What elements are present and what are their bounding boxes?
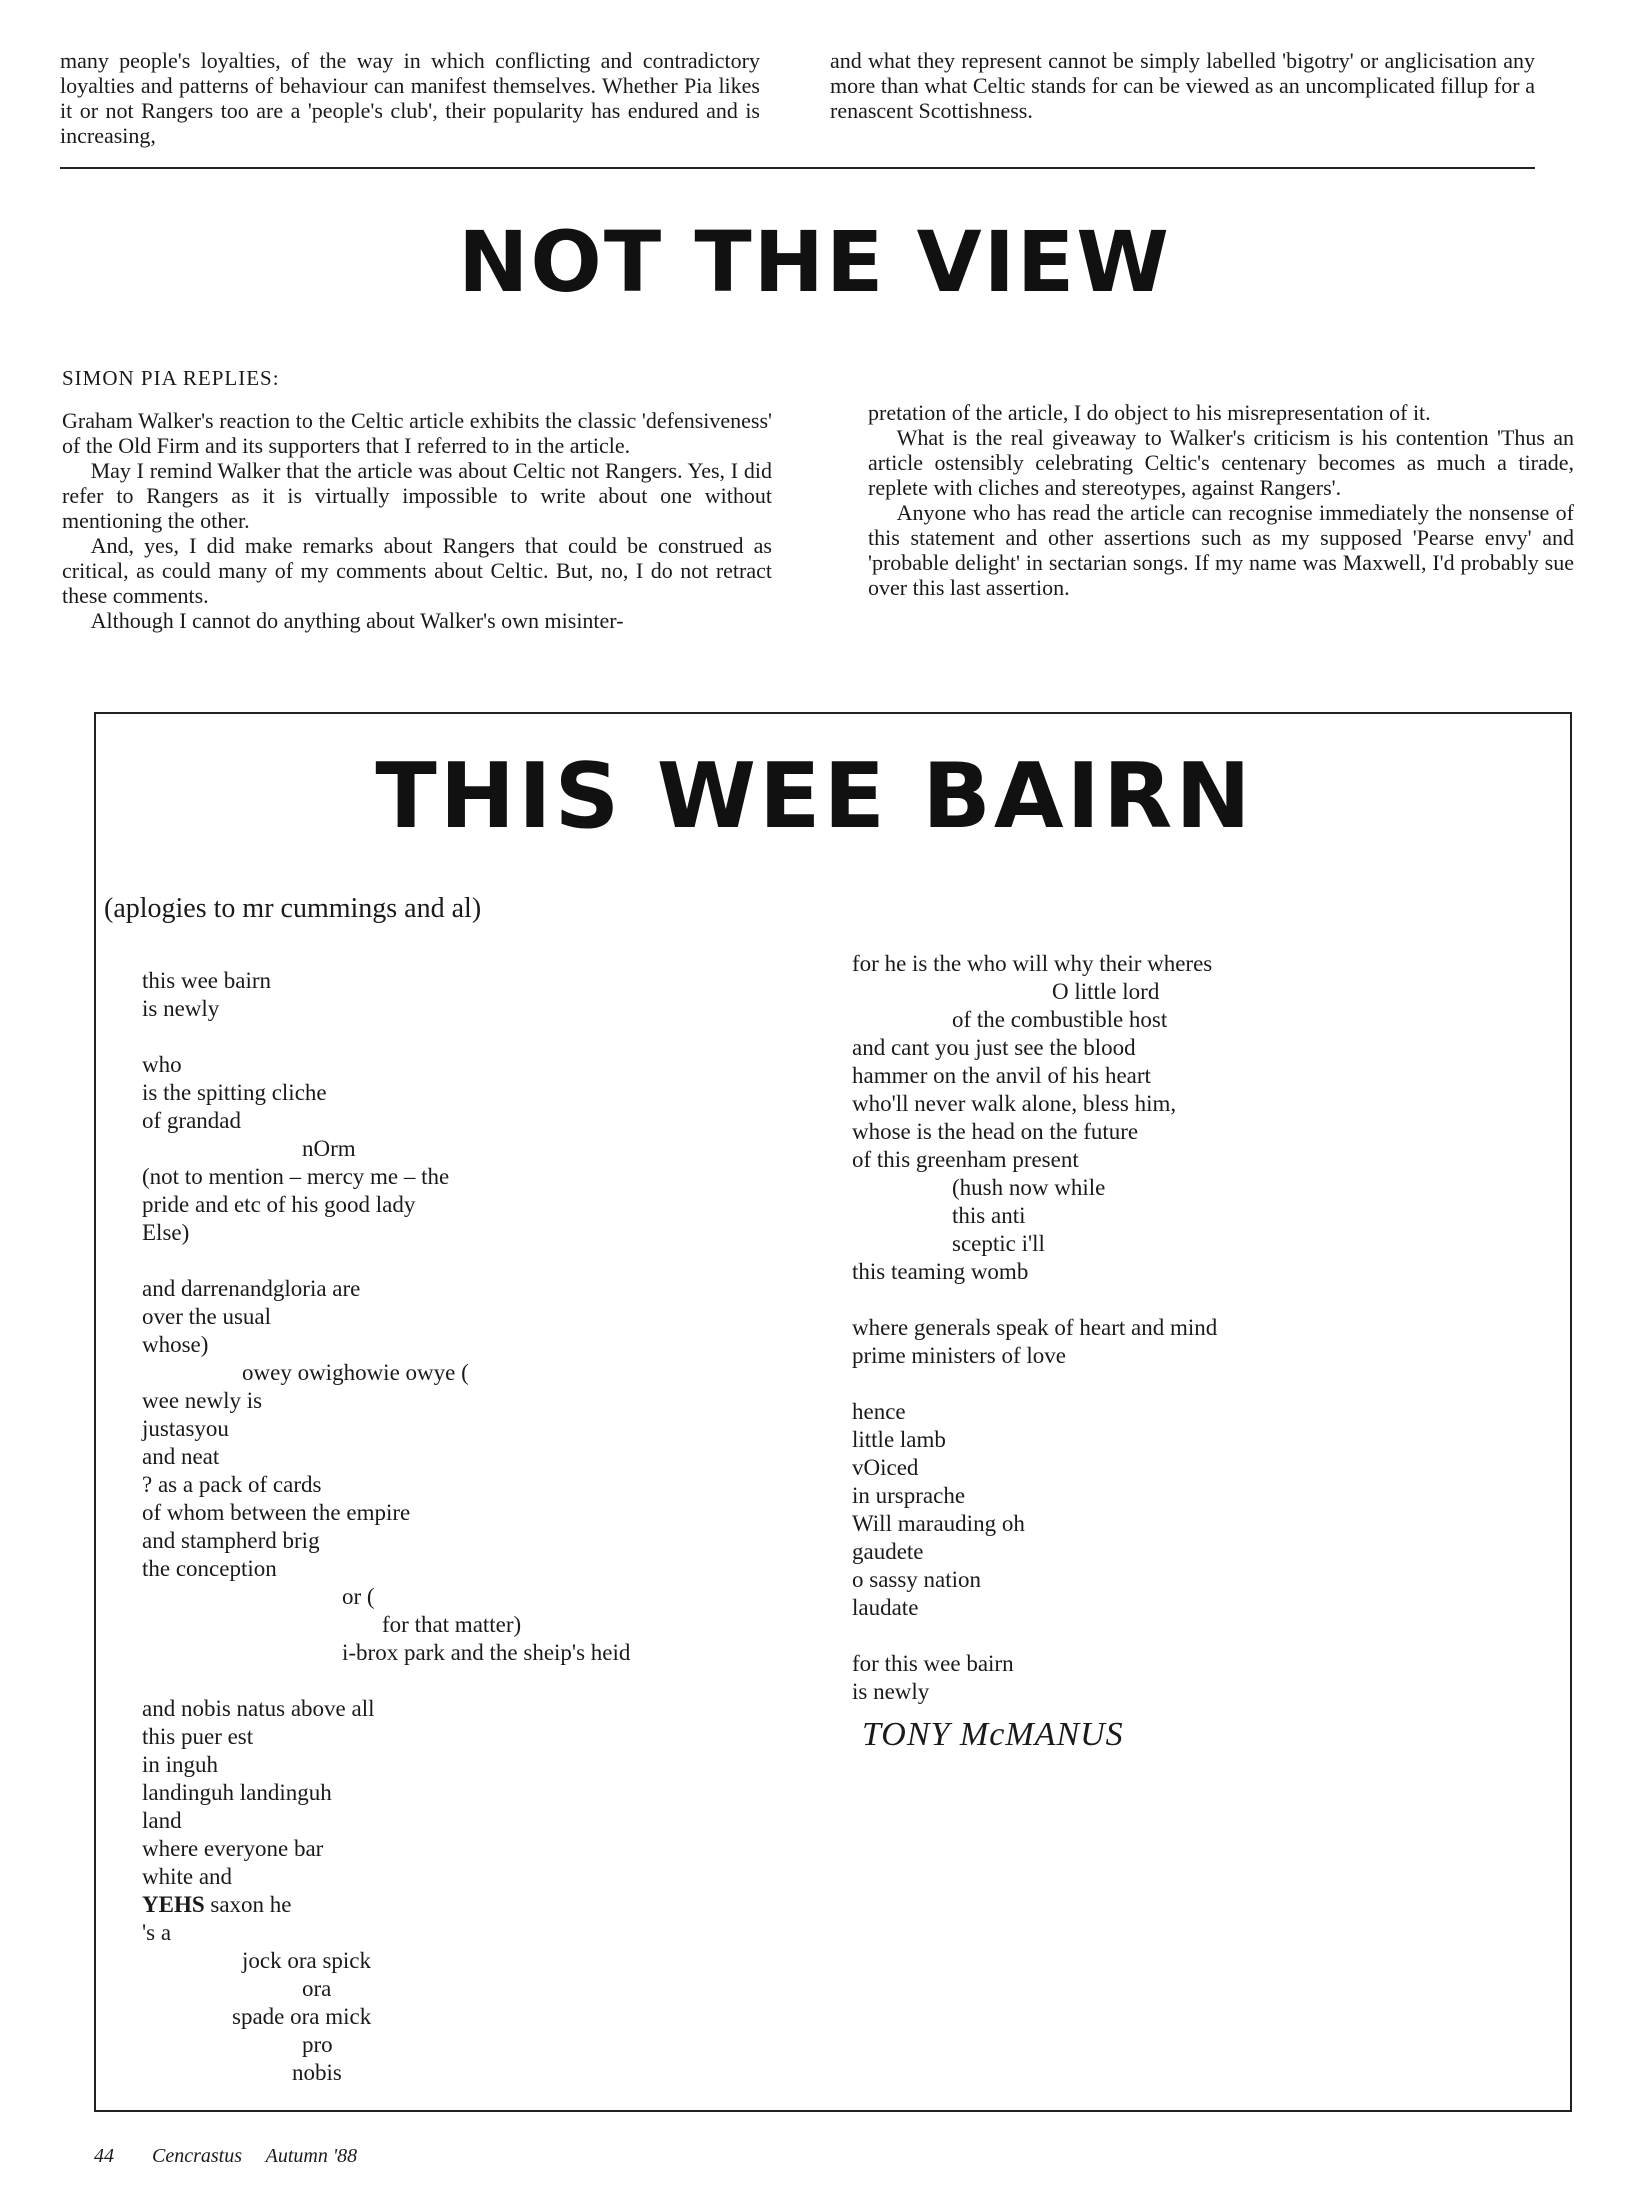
magazine-name: Cencrastus <box>152 2145 242 2167</box>
poem-line: landinguh landinguh <box>142 1780 332 1805</box>
poem-line: owey owighowie owye ( <box>242 1360 469 1385</box>
poem-line: who <box>142 1052 182 1077</box>
poem-line: vOiced <box>852 1455 919 1480</box>
poem-line: of the combustible host <box>952 1007 1168 1032</box>
poem-line: prime ministers of love <box>852 1343 1066 1368</box>
reply-byline: SIMON PIA REPLIES: <box>62 366 280 390</box>
reply-left-paragraph: Although I cannot do anything about Walker's own misinter- <box>90 608 624 633</box>
poem-line: o sassy nation <box>852 1567 982 1592</box>
poem-line: Will marauding oh <box>852 1511 1025 1536</box>
poem-line: nobis <box>292 2060 342 2085</box>
poem-line: 's a <box>142 1920 172 1945</box>
poem-line: this wee bairn <box>142 968 272 993</box>
poem-line: pride and etc of his good lady <box>142 1192 416 1217</box>
poem-line: this teaming womb <box>852 1259 1029 1284</box>
poem-line: white and <box>142 1864 233 1889</box>
poem-line: land <box>142 1808 182 1833</box>
poem-line: spade ora mick <box>232 2004 372 2029</box>
poem-line: nOrm <box>302 1136 356 1161</box>
poem-line: and neat <box>142 1444 220 1469</box>
poem-line: YEHS saxon he <box>142 1892 292 1917</box>
poem-line: and darrenandgloria are <box>142 1276 361 1301</box>
poem-line: and nobis natus above all <box>142 1696 375 1721</box>
stanza-break <box>142 1667 782 1695</box>
poem-line: pro <box>302 2032 333 2057</box>
stanza-break <box>142 1023 782 1051</box>
poem-line: i-brox park and the sheip's heid <box>342 1640 631 1665</box>
poem-line: for this wee bairn <box>852 1651 1014 1676</box>
poem-line: ora <box>302 1976 332 2001</box>
continuation-right-column <box>830 48 1535 123</box>
continuation-right-text: and what they represent cannot be simply labelled 'bigotry' or anglicisation any more than what Celtic stands for can be viewed as an uncomplicated fillup for a renascent Scottishness. <box>830 48 1535 123</box>
poem-line: laudate <box>852 1595 919 1620</box>
poem-line: this anti <box>952 1203 1026 1228</box>
poem-line: hence <box>852 1399 906 1424</box>
reply-right-column <box>868 400 1574 600</box>
page-number: 44 <box>94 2145 114 2167</box>
poem-line: hammer on the anvil of his heart <box>852 1063 1151 1088</box>
poem-line: (not to mention – mercy me – the <box>142 1164 450 1189</box>
poem-line: over the usual <box>142 1304 272 1329</box>
poem-line: whose) <box>142 1332 209 1357</box>
poem-line: sceptic i'll <box>952 1231 1045 1256</box>
poem-line: wee newly is <box>142 1388 263 1413</box>
page-footer <box>94 2145 357 2168</box>
poem-line: for he is the who will why their wheres <box>852 951 1213 976</box>
poem-subtitle: (aplogies to mr cummings and al) <box>104 893 482 924</box>
poem-line: this puer est <box>142 1724 254 1749</box>
stanza-break <box>852 1622 1542 1650</box>
emphasis-word: YEHS <box>142 1892 205 1917</box>
poem-line: the conception <box>142 1556 277 1581</box>
reply-left-paragraph: And, yes, I did make remarks about Rangers that could be construed as critical, as could many of my comments about Celtic. But, no, I do not retract these comments. <box>62 533 772 608</box>
poem-line: O little lord <box>1052 979 1160 1004</box>
poem-line: and cant you just see the blood <box>852 1035 1136 1060</box>
stanza-break <box>852 1286 1542 1314</box>
poem-line: and stampherd brig <box>142 1528 320 1553</box>
reply-right-paragraph: Anyone who has read the article can recognise immediately the nonsense of this statement and other assertions such as my supposed 'Pearse envy' and 'probable delight' in sectarian songs. If my name was Maxwell, I'd probably sue over this last assertion. <box>868 500 1574 600</box>
stanza-break <box>142 1247 782 1275</box>
poem-line: where everyone bar <box>142 1836 324 1861</box>
poem-line: Else) <box>142 1220 190 1245</box>
poem-line: in inguh <box>142 1752 219 1777</box>
reply-headline: NOT THE VIEW <box>458 213 1171 311</box>
poem-line: is the spitting cliche <box>142 1080 327 1105</box>
poem-line: jock ora spick <box>242 1948 372 1973</box>
poem-line: is newly <box>142 996 220 1021</box>
section-divider-top <box>60 167 1535 169</box>
poem-line: who'll never walk alone, bless him, <box>852 1091 1177 1116</box>
poem-line: is newly <box>852 1679 930 1704</box>
poem-line: (hush now while <box>952 1175 1106 1200</box>
poem-line: of grandad <box>142 1108 241 1133</box>
reply-right-paragraph: pretation of the article, I do object to his misrepresentation of it. <box>868 400 1431 425</box>
poem-line: of whom between the empire <box>142 1500 411 1525</box>
poem-line: little lamb <box>852 1427 946 1452</box>
poem-left-column <box>142 967 782 2087</box>
reply-right-paragraph: What is the real giveaway to Walker's criticism is his contention 'Thus an article ostensibly celebrating Celtic's centenary becomes as much a tirade, replete with cliches and stereotypes, against Rangers'. <box>868 425 1574 500</box>
poem-right-column <box>852 950 1542 1706</box>
poem-line: gaudete <box>852 1539 924 1564</box>
poem-line: for that matter) <box>382 1612 522 1637</box>
poem-title: THIS WEE BAIRN <box>375 744 1254 849</box>
reply-left-paragraph: Graham Walker's reaction to the Celtic article exhibits the classic 'defensiveness' of the Old Firm and its supporters that I referred to in the article. <box>62 408 772 458</box>
poem-line: or ( <box>342 1584 375 1609</box>
poem-line: justasyou <box>142 1416 229 1441</box>
poem-line: in ursprache <box>852 1483 966 1508</box>
poem-line: of this greenham present <box>852 1147 1079 1172</box>
poem-author-signature: TONY McMANUS <box>862 1716 1124 1753</box>
reply-left-paragraph: May I remind Walker that the article was about Celtic not Rangers. Yes, I did refer to Rangers as it is virtually impossible to write about one without mentioning the other. <box>62 458 772 533</box>
stanza-break <box>852 1370 1542 1398</box>
poem-line: whose is the head on the future <box>852 1119 1139 1144</box>
poem-line: where generals speak of heart and mind <box>852 1315 1218 1340</box>
issue-label: Autumn '88 <box>265 2145 358 2167</box>
poem-line: ? as a pack of cards <box>142 1472 322 1497</box>
continuation-left-column <box>60 48 760 148</box>
continuation-left-text: many people's loyalties, of the way in which conflicting and contradictory loyalties and patterns of behaviour can manifest themselves. Whether Pia likes it or not Rangers too are a 'people's club', their popularity has endured and is increasing, <box>60 48 760 148</box>
reply-left-column <box>62 408 772 633</box>
